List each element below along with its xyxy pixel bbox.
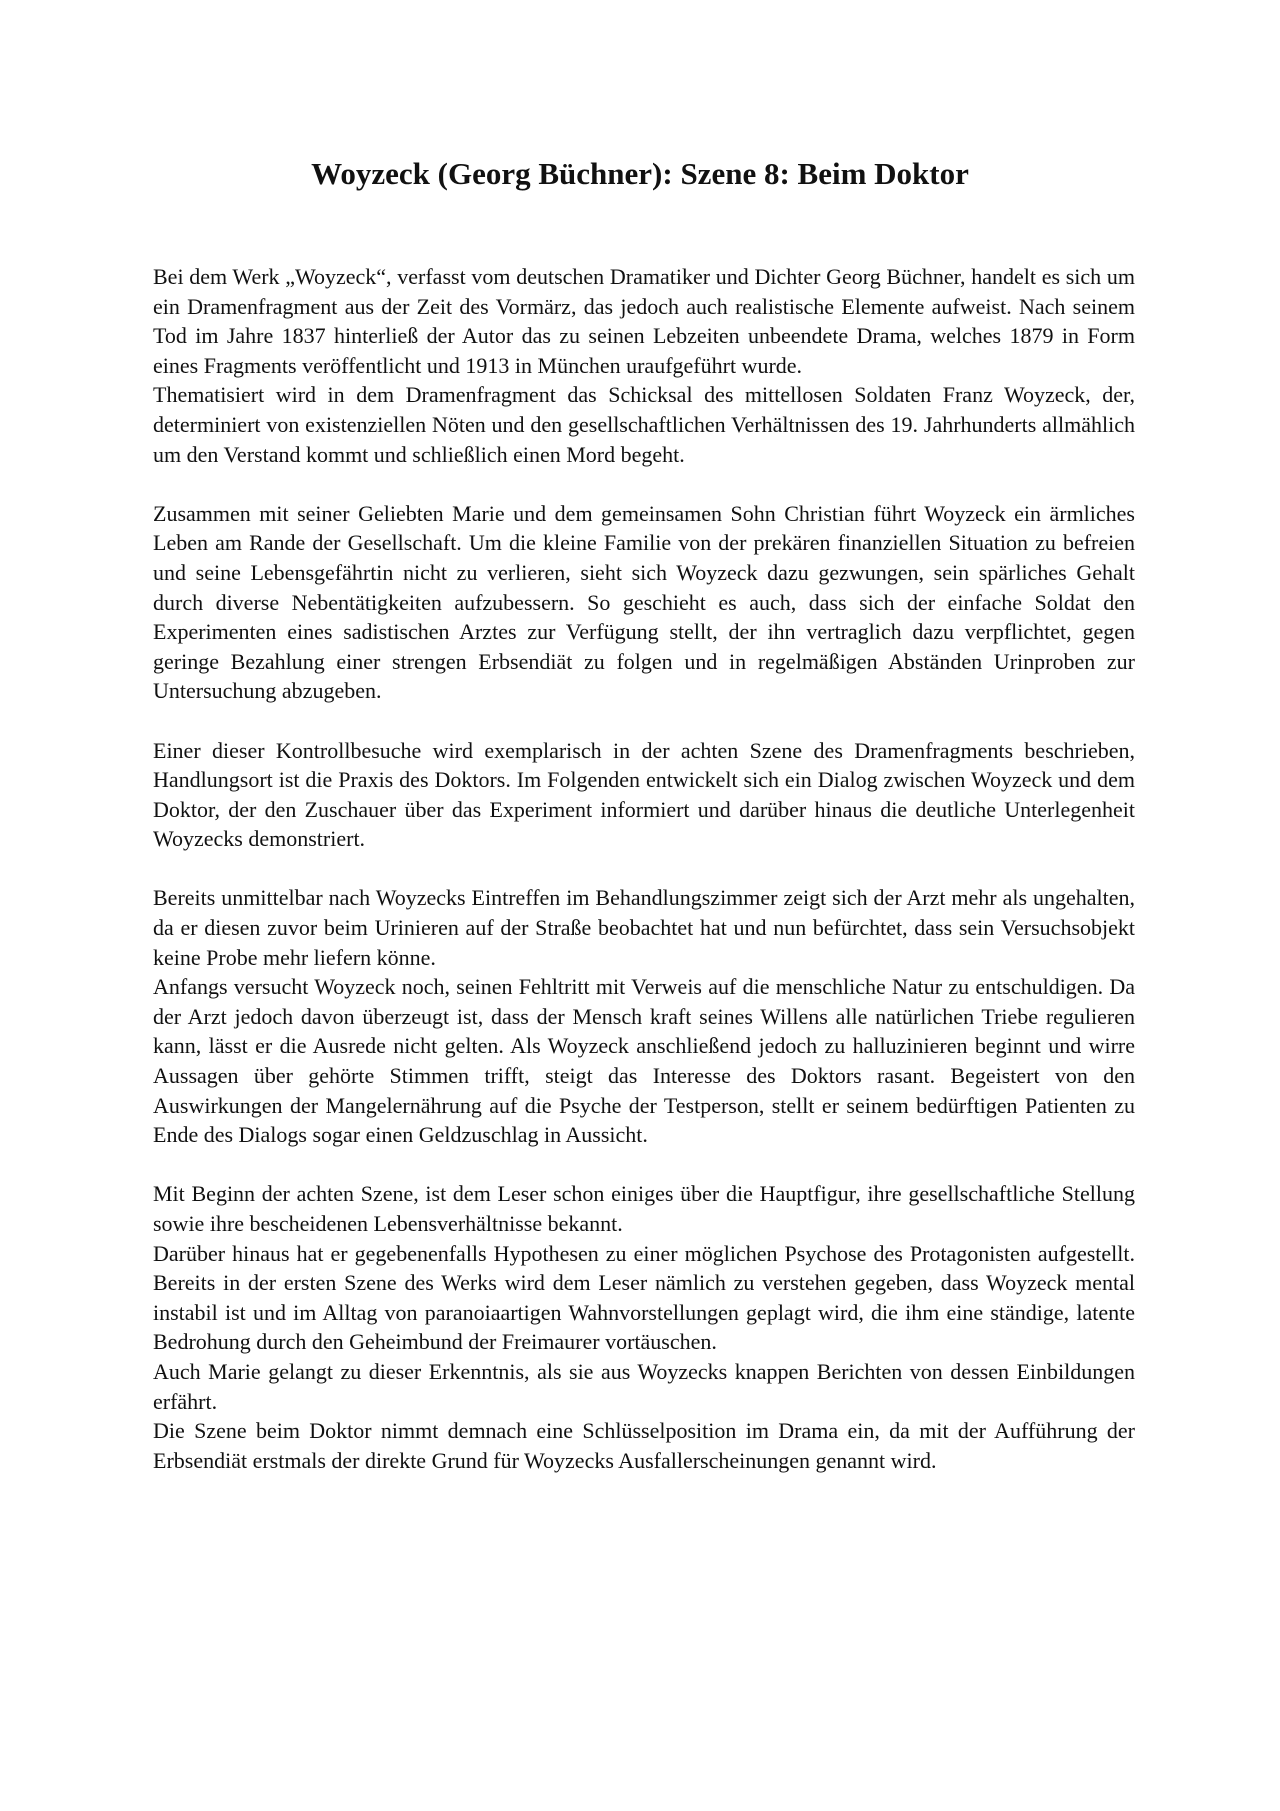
paragraph-reader-knowledge: Mit Beginn der achten Szene, ist dem Leser schon einiges über die Hauptfigur, ihre gesellschaftliche Stellung sowie ihre bescheidenen Lebensverhältnisse bekannt.: [153, 1181, 1135, 1236]
document-title: Woyzeck (Georg Büchner): Szene 8: Beim Doktor: [311, 156, 969, 191]
document-body: [153, 262, 1135, 1475]
paragraph-intro: Bei dem Werk „Woyzeck“, verfasst vom deutschen Dramatiker und Dichter Georg Büchner, handelt es sich um ein Dramenfragment aus der Zeit des Vormärz, das jedoch auch realistische Elemente aufweist. Nach seinem Tod im Jahre 1837 hinterließ der Autor das zu seinen Lebzeiten unbeendete Drama, welches 1879 in Form eines Fragments veröffentlicht und 1913 in München uraufgeführt wurde.: [153, 264, 1135, 378]
paragraph-marie: Auch Marie gelangt zu dieser Erkenntnis, als sie aus Woyzecks knappen Berichten von dessen Einbildungen erfährt.: [153, 1358, 1135, 1414]
paragraph-background: Zusammen mit seiner Geliebten Marie und dem gemeinsamen Sohn Christian führt Woyzeck ein ärmliches Leben am Rande der Gesellschaft. Um die kleine Familie von der prekären finanziellen Situation zu befreien und seine Lebensgefährtin nicht zu verlieren, sieht sich Woyzeck dazu gezwungen, sein spärliches Gehalt durch diverse Nebentätigkeiten aufzubessern. So geschieht es auch, dass sich der einfache Soldat den Experimenten eines sadistischen Arztes zur Verfügung stellt, der ihn vertraglich dazu verpflichtet, gegen geringe Bezahlung einer strengen Erbsendiät zu folgen und in regelmäßigen Abständen Urinproben zur Untersuchung abzugeben.: [153, 500, 1135, 704]
paragraph-dialog-course: Anfangs versucht Woyzeck noch, seinen Fehltritt mit Verweis auf die menschliche Natur zu entschuldigen. Da der Arzt jedoch davon überzeugt ist, dass der Mensch kraft seines Willens alle natürlichen Triebe regulieren kann, lässt er die Ausrede nicht gelten. Als Woyzeck anschließend jedoch zu halluzinieren beginnt und wirre Aussagen über gehörte Stimmen trifft, steigt das Interesse des Doktors rasant. Begeistert von den Auswirkungen der Mangelernährung auf die Psyche der Testperson, stellt er seinem bedürftigen Patienten zu Ende des Dialogs sogar einen Geldzuschlag in Aussicht.: [153, 974, 1135, 1148]
paragraph-scene-setting: Einer dieser Kontrollbesuche wird exemplarisch in der achten Szene des Dramenfragments beschrieben, Handlungsort ist die Praxis des Doktors. Im Folgenden entwickelt sich ein Dialog zwischen Woyzeck und dem Doktor, der den Zuschauer über das Experiment informiert und darüber hinaus die deutliche Unterlegenheit Woyzecks demonstriert.: [153, 737, 1135, 852]
paragraph-theme: Thematisiert wird in dem Dramenfragment das Schicksal des mittellosen Soldaten Franz Woyzeck, der, determiniert von existenziellen Nöten und den gesellschaftlichen Verhältnissen des 19. Jahrhunderts allmählich um den Verstand kommt und schließlich einen Mord begeht.: [153, 382, 1135, 467]
paragraph-doctor-reaction: Bereits unmittelbar nach Woyzecks Eintreffen im Behandlungszimmer zeigt sich der Arzt mehr als ungehalten, da er diesen zuvor beim Urinieren auf der Straße beobachtet hat und nun befürchtet, dass sein Versuchsobjekt keine Probe mehr liefern könne.: [153, 885, 1135, 970]
paragraph-psychosis: Darüber hinaus hat er gegebenenfalls Hypothesen zu einer möglichen Psychose des Protagonisten aufgestellt. Bereits in der ersten Szene des Werks wird dem Leser nämlich zu verstehen gegeben, dass Woyzeck mental instabil ist und im Alltag von paranoiaartigen Wahnvorstellungen geplagt wird, die ihm eine ständige, latente Bedrohung durch den Geheimbund der Freimaurer vortäuschen.: [153, 1240, 1135, 1355]
paragraph-key-position: Die Szene beim Doktor nimmt demnach eine Schlüsselposition im Drama ein, da mit der Aufführung der Erbsendiät erstmals der direkte Grund für Woyzecks Ausfallerscheinungen genannt wird.: [153, 1418, 1135, 1473]
